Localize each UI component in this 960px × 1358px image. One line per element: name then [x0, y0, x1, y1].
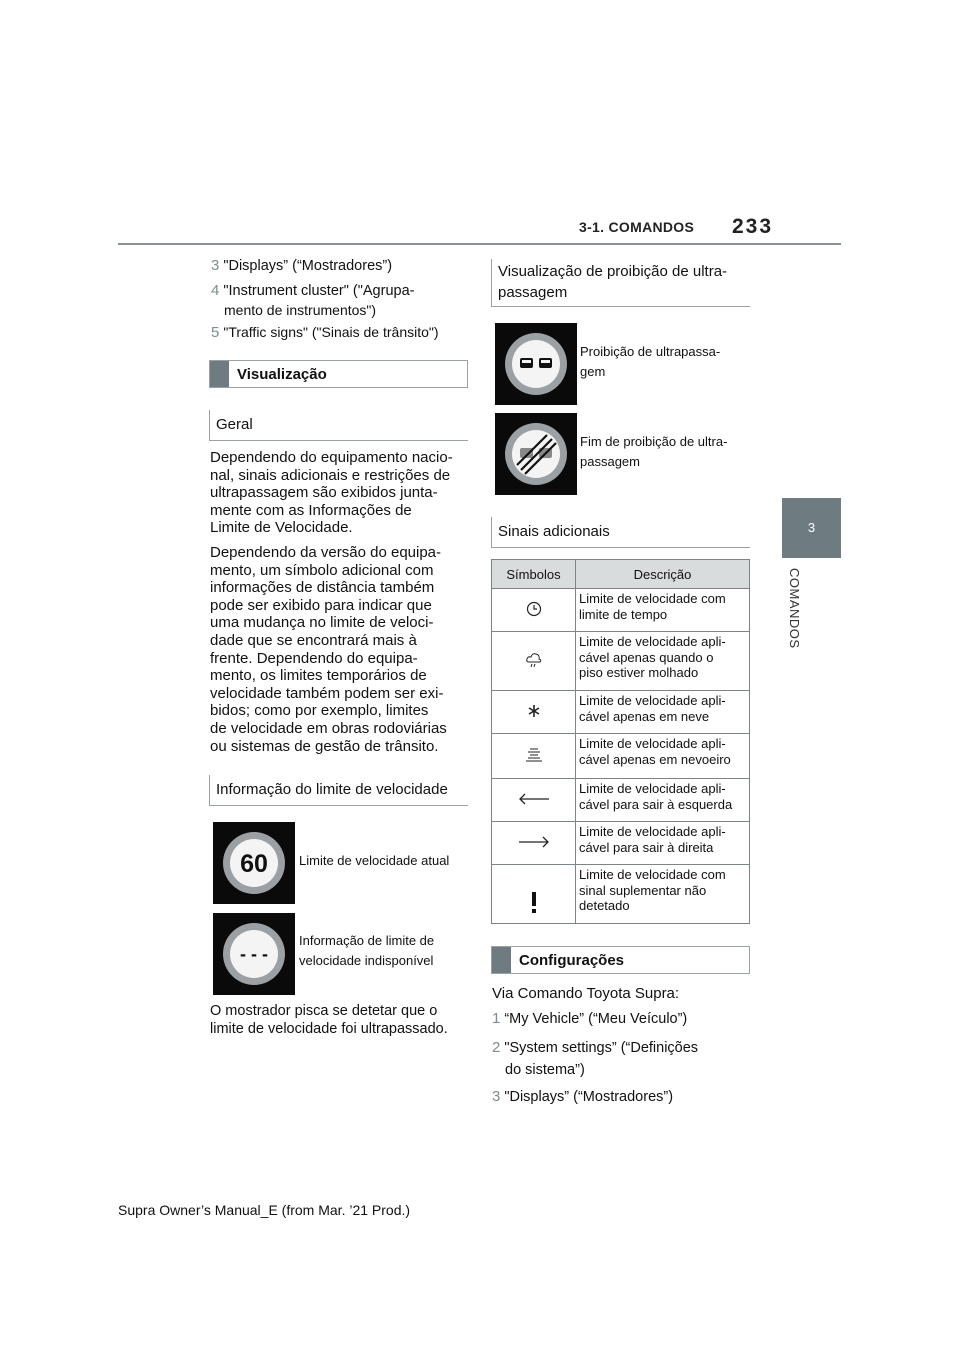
via-text: Via Comando Toyota Supra: [492, 985, 680, 1002]
heading-configuracoes: Configurações [491, 946, 750, 974]
heading-speed-limit-info: Informação do limite de velocidade [209, 775, 468, 806]
rain-cloud-icon [525, 652, 543, 668]
speed-limit-60-image [213, 822, 295, 904]
step-2-system-settings: 2 "System settings” (“Definições do sistema”) [492, 1039, 699, 1078]
paragraph-general-2: Dependendo da versão do equipa- mento, um símbolo adicional com informações de distância também pode ser exibido para indicar que uma mudança no limite de veloci- dade que se encontrará mais à frente. Dependendo do equipa- mento, os limites temporários de velocidade também podem ser exi- bidos; como por exemplo, limites de velocidade em obras rodoviárias ou sistemas de gestão de trânsito. [210, 544, 447, 755]
caption-current-limit: Limite de velocidade atual [299, 853, 450, 868]
caption-end-no-overtaking: Fim de proibição de ultra- passagem [580, 434, 728, 469]
table-row: Limite de velocidade apli- cável apenas em nevoeiro [492, 734, 750, 779]
speed-limit-unavailable-image [213, 913, 295, 995]
heading-visualizacao: Visualização [209, 360, 468, 388]
table-row: Limite de velocidade apli- cável para sair à esquerda [492, 779, 750, 822]
speed-limit-sign-icon [213, 822, 295, 904]
step-5-traffic-signs: 5 "Traffic signs" ("Sinais de trânsito") [211, 324, 439, 341]
no-overtaking-sign-icon [495, 323, 577, 405]
caption-unavailable: Informação de limite de velocidade indisponível [299, 933, 435, 968]
step-1-my-vehicle: 1 “My Vehicle” (“Meu Veículo”) [492, 1010, 688, 1027]
header-symbols: Símbolos [492, 560, 576, 589]
step-4-instrument-cluster: 4 "Instrument cluster" ("Agrupa- mento de instrumentos") [211, 282, 415, 318]
footer-manual-title: Supra Owner’s Manual_E (from Mar. ’21 Prod.) [118, 1202, 411, 1218]
no-overtaking-image [495, 323, 577, 405]
end-no-overtaking-sign-icon [495, 413, 577, 495]
end-no-overtaking-image [495, 413, 577, 495]
arrow-left-icon [518, 793, 550, 805]
chapter-number: 3 [807, 520, 816, 535]
speed-limit-value: 60 [240, 850, 268, 878]
table-row: Limite de velocidade com limite de tempo [492, 589, 750, 632]
speed-unavailable-sign-icon [213, 913, 295, 995]
fog-icon [525, 747, 543, 763]
chapter-label: COMANDOS [787, 568, 802, 649]
section-label: 3-1. COMANDOS [579, 219, 695, 235]
step-3-displays: 3 "Displays” (“Mostradores”) [211, 257, 393, 274]
table-row: Limite de velocidade apli- cável apenas em neve [492, 691, 750, 734]
header-divider [118, 243, 841, 245]
heading-geral: Geral [209, 410, 468, 441]
table-header-row [492, 560, 750, 589]
header-description: Descrição [576, 560, 750, 589]
paragraph-flash-warning: O mostrador pisca se detetar que o limite de velocidade foi ultrapassado. [210, 1003, 448, 1037]
table-row: Limite de velocidade apli- cável para sair à direita [492, 822, 750, 865]
page-number: 233 [732, 215, 774, 238]
heading-overtaking-display: Visualização de proibição de ultra- passagem [491, 259, 750, 307]
arrow-right-icon [518, 836, 550, 848]
clock-icon [526, 601, 542, 617]
step-3-displays-config: 3 "Displays” (“Mostradores”) [492, 1088, 674, 1105]
exclamation-icon [530, 892, 538, 914]
chapter-tab[interactable] [782, 498, 841, 558]
additional-signs-table [491, 559, 750, 924]
speed-unavailable-value: - - - [240, 944, 268, 964]
caption-no-overtaking: Proibição de ultrapassa- gem [580, 344, 721, 379]
table-row: Limite de velocidade com sinal suplementar não detetado [492, 865, 750, 924]
paragraph-general-1: Dependendo do equipamento nacio- nal, sinais adicionais e restrições de ultrapassagem são exibidos junta- mente com as Informações de Limite de Velocidade. [210, 449, 453, 537]
heading-additional-signs: Sinais adicionais [491, 517, 750, 548]
snowflake-icon [527, 704, 541, 718]
table-row: Limite de velocidade apli- cável apenas quando o piso estiver molhado [492, 632, 750, 691]
